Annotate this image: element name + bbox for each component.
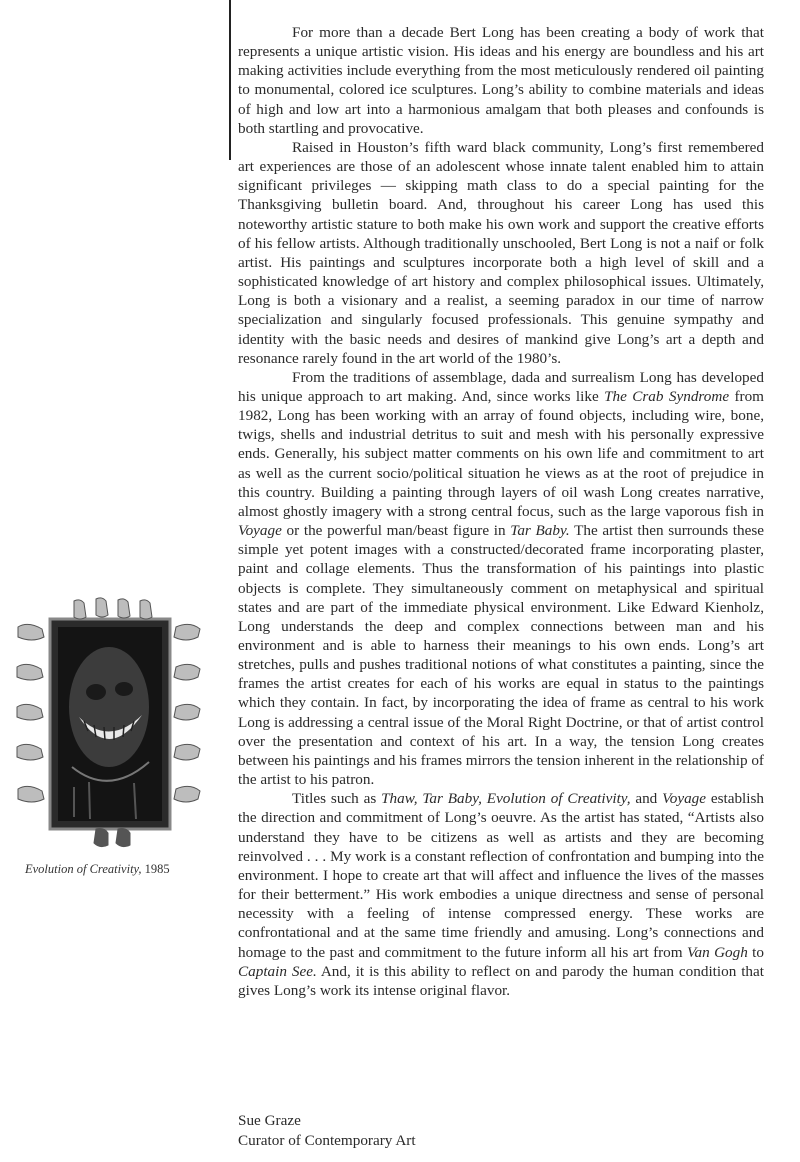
title-van-gogh: Van Gogh	[686, 943, 748, 961]
title-voyage: Voyage	[238, 522, 282, 540]
paragraph-2: Raised in Houston’s fifth ward black community, Long’s first remembered art experiences are those of an adolescent whose innate talent enabled him to attain significant privileges — skipping math class to do a special painting for the Thanksgiving bulletin board. And, throughout his career Long has used this noteworthy artistic stature to both make his own work and support the creative efforts of his fellow artists. Although traditionally unschooled, Bert Long is not a naif or folk artist. His paintings and sculptures incorporate both a high level of skill and a sophisticated knowledge of art history and complex philosophical issues. Ultimately, Long is both a visionary and a realist, a seeming paradox in our time of narrow specialization and singularly focused professionals. This genuine sympathy and identity with the basic needs and desires of mankind give Long’s art a depth and resonance rarely found in the art world of the 1980’s.	[238, 138, 764, 367]
paragraph-3	[238, 368, 764, 789]
title-tar-baby: Tar Baby.	[510, 522, 570, 540]
p4-text-and: and	[630, 790, 663, 808]
title-crab-syndrome: The Crab Syndrome	[604, 387, 730, 405]
p4-text-to: to	[747, 943, 764, 961]
titles-list: Thaw, Tar Baby, Evolution of Creativity,	[381, 790, 631, 808]
author-name: Sue Graze	[238, 1112, 301, 1129]
margin-rule	[229, 0, 231, 160]
p4-text-b: establish the direction and commitment of Long’s oeuvre. As the artist has stated, “Artists also understand they have to be citizens as well as artists and they are becoming reinvolved . . . My work is a constant reflection of confrontation and bumping into the environment. I hope to create art that will affect and influence the lives of the masses for their betterment.” His work embodies a unique directness and sense of personal necessity with a feeling of intense compressed energy. These works are confrontational and at the same time friendly and amusing. Long’s connections and homage to the past and commitment to the future inform all his art from	[238, 790, 764, 961]
p3-text-b: from 1982, Long has been working with an array of found objects, including wire, bone, twigs, shells and industrial detritus to suit and mesh with his personally expressive ends. Generally, his subject matter comments on his own life and commitment to art as well as the current socio/political situation he views as at the root of prejudice in this country. Building a painting through layers of oil wash Long creates narrative, almost ghostly imagery with a strong central focus, such as the large vaporous fish in	[238, 387, 764, 520]
essay-body	[238, 23, 764, 1000]
p3-text-d: The artist then surrounds these simple yet potent images with a constructed/decorated frame incorporating plaster, paint and collage elements. Thus the transformation of his paintings into plastic objects is complete. They simultaneously comment on metaphysical and spiritual states and are part of the immediate physical environment. Like Edward Kienholz, Long understands the deep and complex connections between man and his environment and is able to harness their meanings to his own ends. Long’s art stretches, pulls and pushes traditional notions of what constitutes a painting, since the frames the artist creates for each of his works are equal in status to the paintings which they contain. In fact, by incorporating the idea of frame as central to his work Long is addressing a central issue of the Moral Right Doctrine, or that of artist control over the presentation and context of his art. In a way, the tension Long creates between his paintings and his frames mirrors the tension inherent in the relationship of the artist to his patron.	[238, 522, 765, 789]
artwork-image	[14, 597, 204, 849]
paragraph-1: For more than a decade Bert Long has been creating a body of work that represents a unique artistic vision. His ideas and his energy are boundless and his art making activities include everything from the most meticulously rendered oil painting to monumental, colored ice sculptures. Long’s ability to combine materials and ideas of high and low art into a harmonious amalgam that both pleases and confounds is both startling and provocative.	[238, 24, 764, 137]
author-title: Curator of Contemporary Art	[238, 1132, 416, 1149]
p3-text-c: or the powerful man/beast figure in	[281, 522, 511, 540]
artwork-photo	[14, 597, 204, 849]
title-voyage-2: Voyage	[662, 790, 706, 808]
p4-text-c: And, it is this ability to reflect on and parody the human condition that gives Long’s work its intense original flavor.	[238, 962, 764, 999]
caption-year: 1985	[144, 862, 170, 876]
signature-block	[238, 1111, 416, 1151]
p4-text-a: Titles such as	[292, 790, 382, 808]
title-captain-see: Captain See.	[238, 962, 317, 980]
caption-title: Evolution of Creativity,	[25, 862, 142, 876]
paragraph-4	[238, 789, 764, 1000]
figure-caption	[25, 862, 170, 877]
p3-text-a: From the traditions of assemblage, dada and surrealism Long has developed his unique approach to art making. And, since works like	[238, 368, 764, 405]
